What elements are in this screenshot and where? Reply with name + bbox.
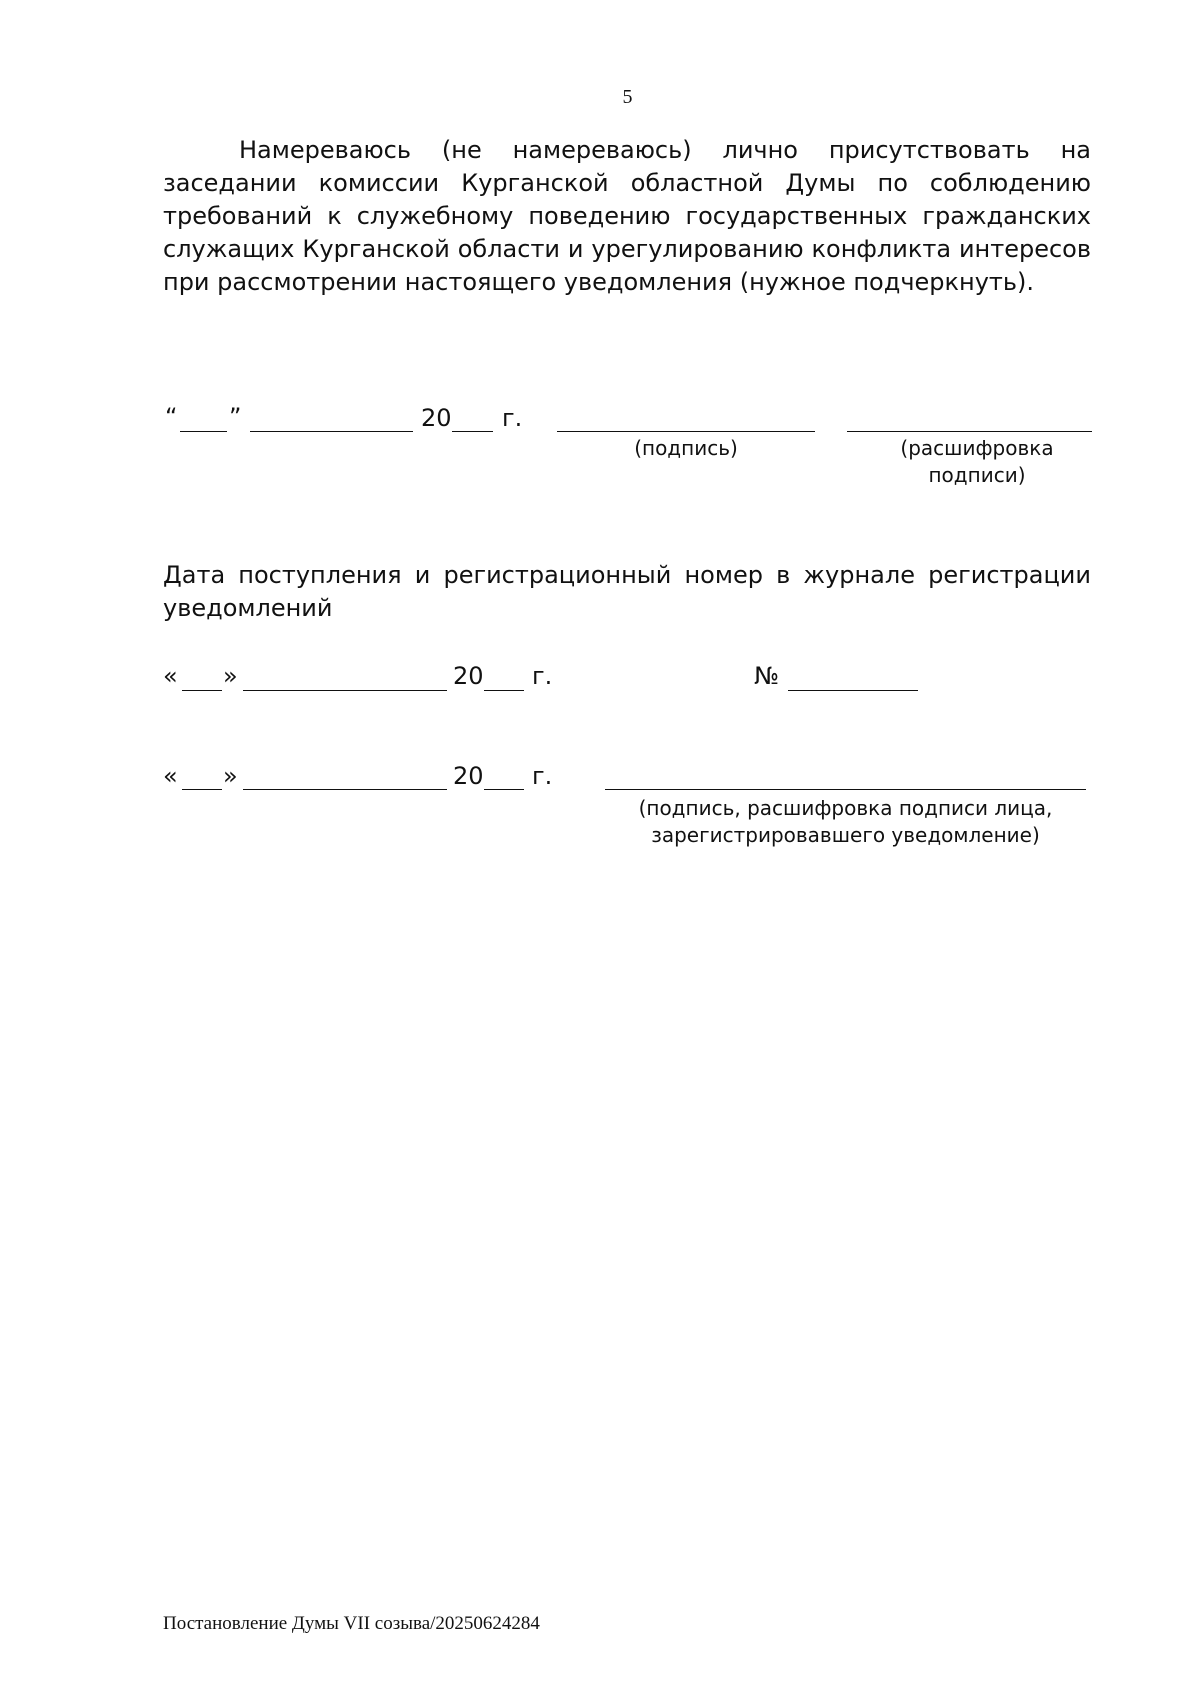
year-prefix: 20: [421, 404, 452, 432]
registrar-year-line: [484, 789, 524, 790]
registrar-open-quote: «: [163, 762, 178, 790]
year-suffix: г.: [502, 404, 523, 432]
signature-line: [557, 431, 815, 432]
day-blank-line: [180, 431, 227, 432]
registration-title: Дата поступления и регистрационный номер в журнале регистрации уведомлений: [163, 561, 1091, 622]
reg-month-line: [243, 690, 447, 691]
intro-paragraph: Намереваюсь (не намереваюсь) лично присутствовать на заседании комиссии Курганской областной Думы по соблюдению требований к служебному поведению государственных гражданских служащих Курганской области и урегулированию конфликта интересов при рассмотрении настоящего уведомления (нужное подчеркнуть).: [163, 136, 1091, 296]
reg-year-suffix: г.: [532, 662, 553, 690]
decoding-caption: [862, 435, 1092, 489]
registrar-day-line: [182, 789, 222, 790]
reg-number-line: [788, 690, 918, 691]
decoding-caption-line1: (расшифровка: [900, 436, 1054, 460]
reg-year-prefix: 20: [453, 662, 484, 690]
reg-day-line: [182, 690, 222, 691]
month-blank-line: [250, 431, 413, 432]
decoding-line: [847, 431, 1092, 432]
registrar-signature-line: [605, 789, 1086, 790]
page-number: 5: [622, 86, 633, 108]
reg-open-quote: «: [163, 662, 178, 690]
year-blank-line: [452, 431, 493, 432]
registrar-year-suffix: г.: [532, 762, 553, 790]
day-close-quote: ”: [229, 403, 242, 431]
number-sign: №: [754, 662, 779, 690]
reg-year-line: [484, 690, 524, 691]
registrar-caption-line2: зарегистрировавшего уведомление): [651, 823, 1040, 847]
signature-caption: (подпись): [634, 436, 738, 460]
decoding-caption-line2: подписи): [928, 463, 1026, 487]
registrar-month-line: [243, 789, 447, 790]
registrar-caption: [605, 795, 1086, 849]
reg-close-quote: »: [223, 662, 238, 690]
day-open-quote: “: [165, 403, 178, 431]
registrar-caption-line1: (подпись, расшифровка подписи лица,: [638, 796, 1053, 820]
footer-document-id: Постановление Думы VII созыва/20250624284: [163, 1613, 540, 1634]
registrar-close-quote: »: [223, 762, 238, 790]
registrar-year-prefix: 20: [453, 762, 484, 790]
